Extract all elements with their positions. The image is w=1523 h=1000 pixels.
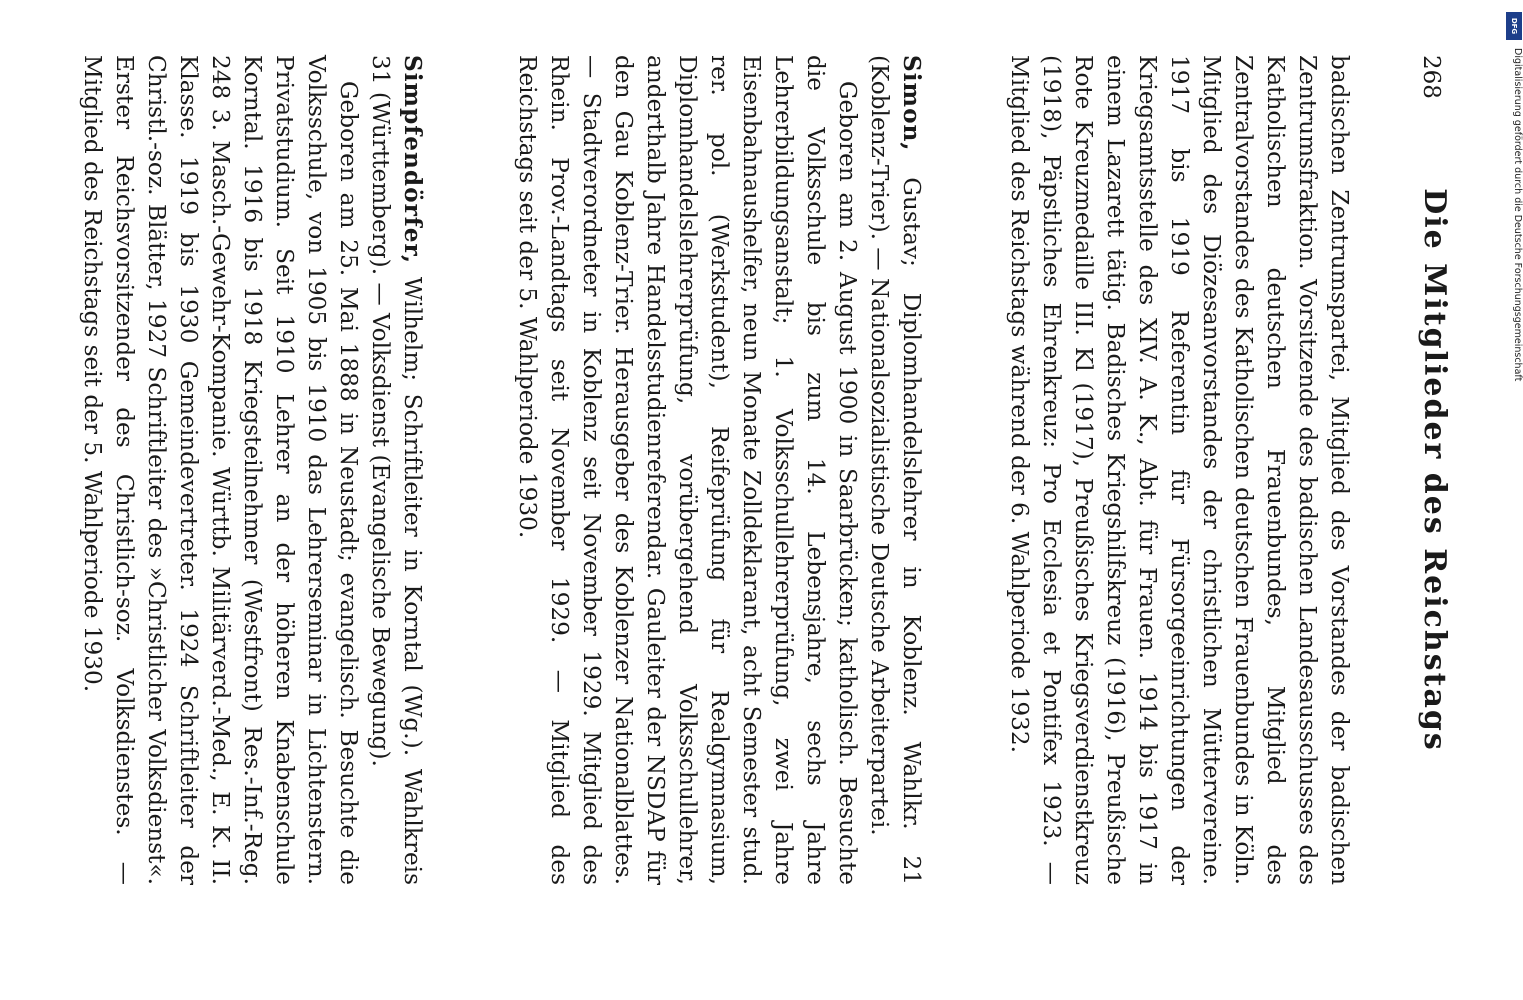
entry-simpfendoerfer-header — [364, 55, 428, 885]
dfg-logo: DFG — [1506, 12, 1522, 40]
digitization-credit — [1505, 8, 1523, 998]
entry-simpfendoerfer — [76, 55, 428, 885]
entry-simpfendoerfer-body: Geboren am 25. Mai 1888 in Neustadt; evangelisch. Besuchte die Volksschule, von 1905 bis 1910 das Lehrerseminar in Lichtenstern. Privatstudium. Seit 1910 Lehrer an der höheren Knabenschule Korntal. 1916 bis 1918 Kriegsteilnehmer (Westfront) Res.-Inf.-Reg. 248 3. Masch.-Gewehr-Kompanie. Württb. Militärverd.-Med., E. K. II. Klasse. 1919 bis 1930 Gemeindevertreter. 1924 Schriftleiter der Christl.-soz. Blätter, 1927 Schriftleiter des »Christlicher Volksdienst«. Erster Reichsvorsitzender des Christlich-soz. Volksdienstes. — Mitglied des Reichstags seit der 5. Wahlperiode 1930. — [79, 55, 362, 885]
running-head — [1402, 55, 1462, 885]
entry-simon-body: Geboren am 2. August 1900 in Saarbrücken; katholisch. Besuchte die Volksschule bis zum 14. Lebensjahre, sechs Jahre Lehrerbildungsanstalt; 1. Volksschullehrerprüfung, zwei Jahre Eisenbahnaushelfer, neun Monate Zolldeklarant, acht Semester stud. rer. pol. (Werkstudent), Reifeprüfung für Realgymnasium, Diplomhandelslehrerprüfung, vorübergehend Volksschullehrer, anderthalb Jahre Handelsstudienreferendar. Gauleiter der NSDAP für den Gau Koblenz-Trier. Herausgeber des Koblenzer Nationalblattes. — Stadtverordneter in Koblenz seit November 1929. Mitglied des Rhein. Prov.-Landtags seit November 1929. — Mitglied des Reichstags seit der 5. Wahlperiode 1930. — [514, 55, 861, 885]
entry-continuation-text: badischen Zentrumspartei, Mitglied des Vorstandes der badischen Zentrumsfraktion. Vorsitzende des badischen Landesausschusses des Katholischen deutschen Frauenbundes, Mitglied des Zentralvorstandes des Katholischen deutschen Frauenbundes in Köln. Mitglied des Diözesanvorstandes der christlichen Müttervereine. 1917 bis 1919 Referentin für Fürsorgeeinrichtungen der Kriegsamtsstelle des XIV. A. K., Abt. für Frauen. 1914 bis 1917 in einem Lazarett tätig. Badisches Kriegshilfskreuz (1916), Preußische Rote Kreuzmedaille III. Kl (1917), Preußisches Kriegsverdienstkreuz (1918), Päpstliches Ehrenkreuz: Pro Ecclesia et Pontifex 1923. — Mitglied des Reichstags während der 6. Wahlperiode 1932. — [1006, 55, 1353, 885]
entry-continuation — [1003, 55, 1355, 885]
entry-simon-name: Simon, — [898, 55, 925, 152]
entry-simon-intro: Gustav; Diplomhandelslehrer in Koblenz. Wahlkr. 21 (Koblenz-Trier). — Nationalsozialistische Deutsche Arbeiterpartei. — [866, 55, 925, 885]
entry-simon-header — [863, 55, 927, 885]
credit-text: Digitalisierung gefördert durch die Deutsche Forschungsgemeinschaft — [1512, 48, 1523, 382]
entry-simpfendoerfer-name: Simpfendörfer, — [399, 55, 426, 265]
entry-simon — [511, 55, 927, 885]
running-title: Die Mitglieder des Reichstags — [1417, 188, 1452, 752]
entry-simpfendoerfer-intro: Wilhelm; Schriftleiter in Korntal (Wg.). Wahlkreis 31 (Württemberg). — Volksdienst (Evangelische Bewegung). — [367, 55, 426, 885]
page-number: 268 — [1418, 55, 1444, 99]
